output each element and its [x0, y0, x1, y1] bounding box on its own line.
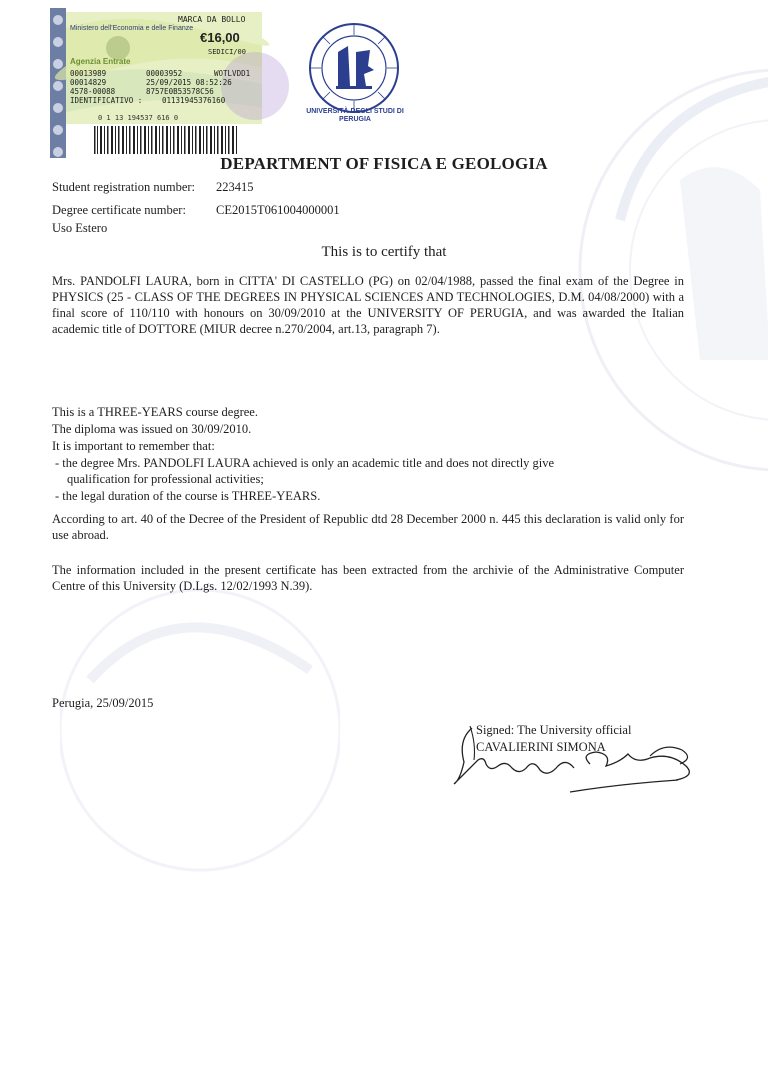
stamp-code-5: 25/09/2015 08:52:26 — [146, 78, 232, 87]
stamp-value-words: SEDICI/00 — [208, 48, 246, 56]
decree-paragraph: According to art. 40 of the Decree of the President of Republic dtd 28 December 2000 n. 445 this declaration is valid only for use abroad. — [52, 512, 684, 542]
place-date: Perugia, 25/09/2015 — [52, 696, 154, 710]
stamp-agency: Agenzia Entrate — [70, 57, 131, 66]
stamp-ministry: Ministero dell'Economia e delle Finanze — [70, 25, 194, 32]
signature-line-2: CAVALIERINI SIMONA — [476, 740, 606, 754]
stamp-code-7: WOTLVDD1 — [214, 69, 251, 78]
bullet-1-line-1: - the degree Mrs. PANDOLFI LAURA achieved is only an academic title and does not directly give — [55, 456, 555, 470]
course-type: This is a THREE-YEARS course degree. — [52, 405, 258, 419]
stamp-identifier: 01131945376160 — [162, 96, 226, 105]
degree-certificate-label: Degree certificate number: — [52, 203, 186, 217]
stamp-barcode-number: 0 1 13 194537 616 0 — [98, 114, 179, 122]
revenue-stamp — [50, 8, 290, 158]
stamp-title: MARCA DA BOLLO — [178, 15, 246, 24]
university-seal — [308, 22, 400, 114]
stamp-code-1: 00013989 — [70, 69, 107, 78]
university-watermark — [560, 40, 768, 500]
handwritten-signature — [450, 720, 720, 800]
use-note: Uso Estero — [52, 221, 108, 235]
signature-line-1: Signed: The University official — [476, 723, 632, 737]
degree-certificate-value: CE2015T061004000001 — [216, 203, 340, 217]
diploma-issued: The diploma was issued on 30/09/2010. — [52, 422, 252, 436]
registration-value: 223415 — [216, 180, 254, 194]
stamp-identifier-label: IDENTIFICATIVO : — [70, 96, 143, 105]
certify-heading: This is to certify that — [321, 244, 447, 260]
registration-label: Student registration number: — [52, 180, 196, 194]
university-name: UNIVERSITÀ DEGLI STUDI DI PERUGIA — [306, 108, 404, 123]
bullet-2: - the legal duration of the course is THREE-YEARS. — [55, 489, 321, 503]
department-title: DEPARTMENT OF FISICA E GEOLOGIA — [220, 154, 548, 173]
stamp-code-4: 00003952 — [146, 69, 183, 78]
university-watermark-lower — [60, 560, 340, 890]
stamp-code-2: 00014829 — [70, 78, 107, 87]
stamp-code-6: 8757E0B53578C56 — [146, 87, 214, 96]
bullet-1-line-2: qualification for professional activities; — [67, 472, 264, 486]
stamp-value: €16,00 — [200, 30, 240, 45]
stamp-barcode — [94, 126, 237, 154]
main-paragraph: Mrs. PANDOLFI LAURA, born in CITTA' DI CASTELLO (PG) on 02/04/1988, passed the final exam of the Degree in PHYSICS (25 - CLASS OF THE DEGREES IN PHYSICAL SCIENCES AND TECHNOLOGIES, D.M. 04/08/2000) with a final score of 110/110 with honours on 30/09/2010 at the UNIVERSITY OF PERUGIA, and was awarded the Italian academic title of DOTTORE (MIUR decree n.270/2004, art.13, paragraph 7). — [52, 274, 684, 336]
stamp-code-3: 4578-00088 — [70, 87, 116, 96]
archive-note: The information included in the present certificate has been extracted from the archivie of the Administrative Computer Centre of this University (D.Lgs. 12/02/1993 N.39). — [52, 563, 684, 593]
remember-intro: It is important to remember that: — [52, 439, 215, 453]
